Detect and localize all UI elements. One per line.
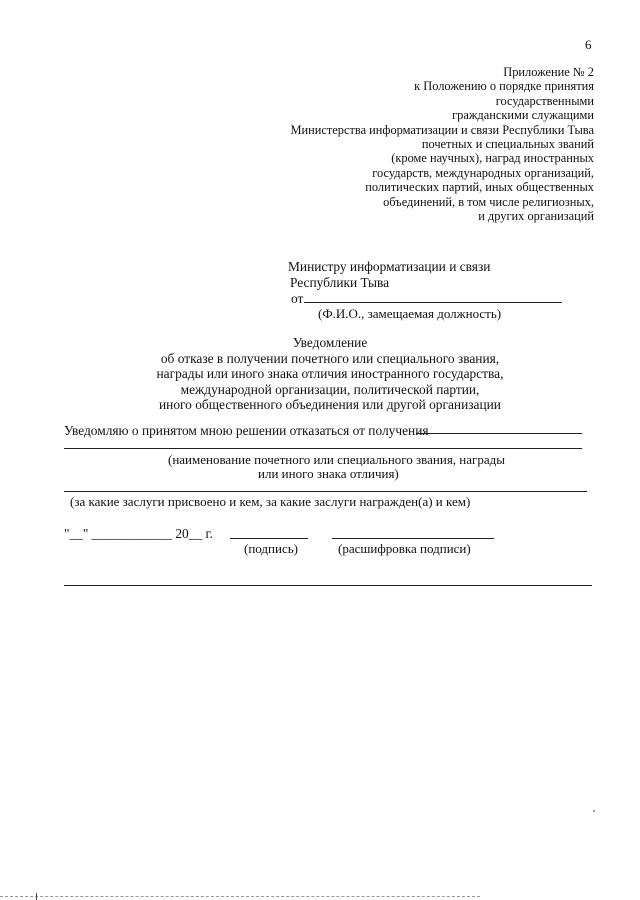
- award-caption-line1: (наименование почетного или специального звания, награды: [168, 452, 505, 467]
- award-field-line-1[interactable]: [416, 433, 582, 434]
- appendix-line: (кроме научных), наград иностранных: [391, 151, 594, 166]
- appendix-line: государств, международных организаций,: [372, 165, 594, 180]
- appendix-line: к Положению о порядке принятия: [414, 79, 594, 94]
- merit-field-line[interactable]: [64, 491, 587, 492]
- from-label: от: [291, 291, 304, 306]
- notification-title: [120, 335, 540, 413]
- notify-text: Уведомляю о принятом мною решении отказаться от получения: [64, 423, 429, 438]
- appendix-line: почетных и специальных званий: [421, 137, 594, 152]
- scan-speck: [593, 810, 595, 812]
- appendix-line: Приложение № 2: [503, 65, 594, 79]
- addressee-line1: Министру информатизации и связи: [288, 259, 491, 274]
- appendix-line: политических партий, иных общественных: [365, 180, 594, 195]
- award-field-line-2[interactable]: [64, 448, 582, 449]
- from-field-line[interactable]: [304, 302, 562, 303]
- scan-edge-rule: [0, 896, 480, 897]
- signature-caption: (подпись): [244, 541, 298, 556]
- from-caption: (Ф.И.О., замещаемая должность): [318, 306, 502, 321]
- award-caption-line2: или иного знака отличия): [258, 466, 399, 481]
- appendix-header: [290, 65, 594, 223]
- bottom-separator-line: [64, 585, 592, 586]
- merit-caption: (за какие заслуги присвоено и кем, за какие заслуги награжден(а) и кем): [70, 494, 471, 509]
- appendix-line: и других организаций: [478, 209, 594, 224]
- decoding-caption: (расшифровка подписи): [338, 541, 471, 556]
- title-heading: Уведомление: [292, 335, 368, 350]
- appendix-line: государственными: [495, 93, 594, 108]
- appendix-line: объединений, в том числе религиозных,: [383, 194, 594, 209]
- date-field[interactable]: "__" ____________ 20__ г.: [64, 526, 213, 541]
- page-number: 6: [585, 37, 592, 52]
- signature-field-line[interactable]: [230, 538, 308, 539]
- signature-decoding-line[interactable]: [332, 538, 494, 539]
- title-line: международной организации, политической партии,: [180, 381, 480, 397]
- scan-corner-mark: [36, 893, 37, 900]
- appendix-line: Министерства информатизации и связи Республики Тыва: [290, 122, 594, 137]
- title-line: иного общественного объединения или другой организации: [159, 397, 501, 412]
- title-line: награды или иного знака отличия иностранного государства,: [156, 366, 504, 381]
- addressee-line2: Республики Тыва: [290, 275, 390, 290]
- title-line: об отказе в получении почетного или специального звания,: [160, 350, 500, 366]
- appendix-line: гражданскими служащими: [452, 108, 594, 123]
